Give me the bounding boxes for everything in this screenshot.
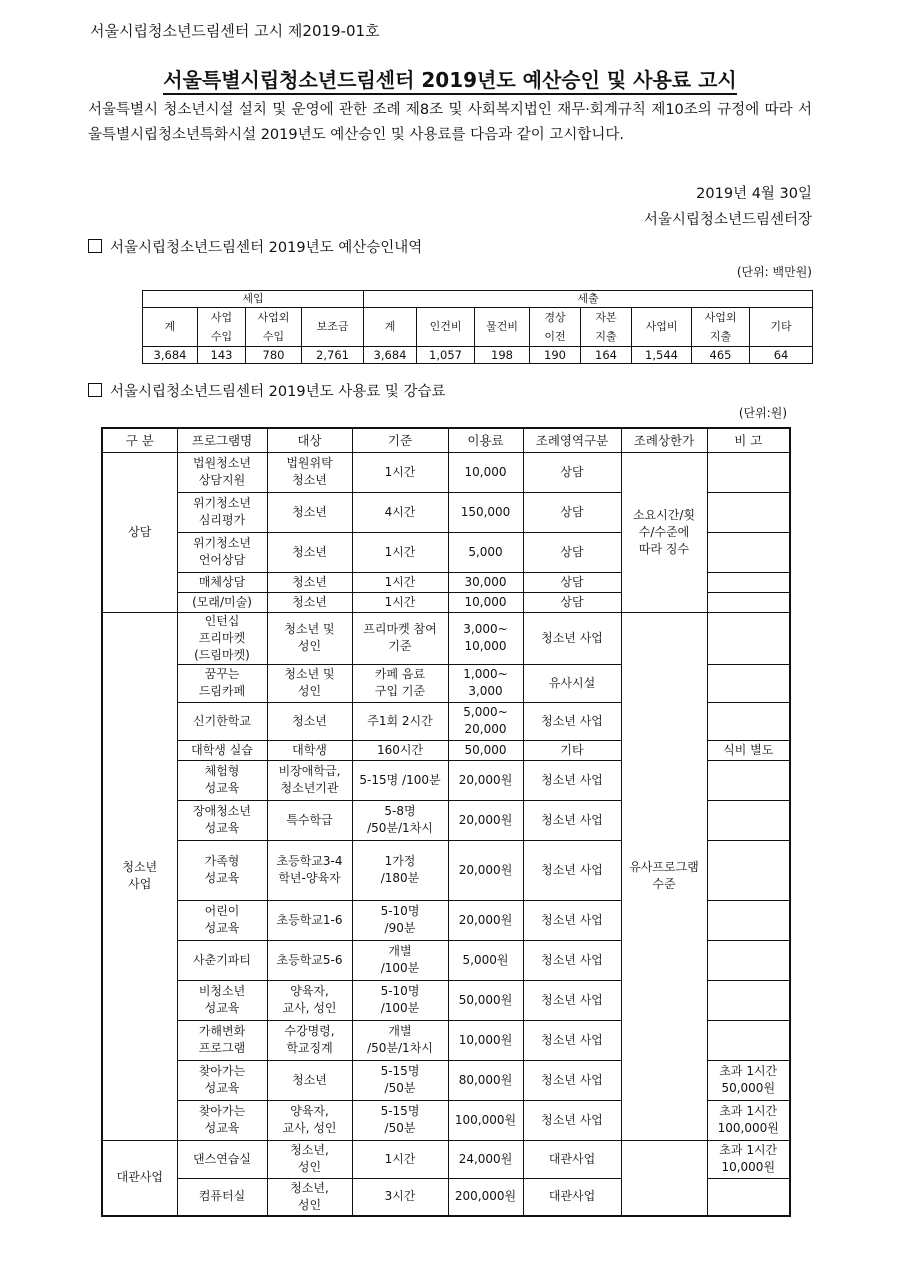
signer: 서울시립청소년드림센터장 xyxy=(643,212,812,228)
fee-column-header: 프로그램명 xyxy=(177,428,267,452)
note-cell xyxy=(707,532,790,572)
fee-cell: 20,000원 xyxy=(448,900,523,940)
note-cell xyxy=(707,702,790,740)
target-cell: 수강명령, 학교징계 xyxy=(267,1020,352,1060)
category-youth: 청소년 사업 xyxy=(102,612,177,1140)
note-cell xyxy=(707,980,790,1020)
area-cell: 청소년 사업 xyxy=(523,760,621,800)
budget-value-cell: 3,684 xyxy=(143,347,198,364)
fee-table xyxy=(101,427,791,1217)
area-cell: 대관사업 xyxy=(523,1178,621,1216)
note-cell: 초과 1시간 100,000원 xyxy=(707,1100,790,1140)
expense-header: 세출 xyxy=(364,291,813,308)
target-cell: 청소년, 성인 xyxy=(267,1178,352,1216)
program-cell: (모래/미술) xyxy=(177,592,267,612)
area-cell: 청소년 사업 xyxy=(523,612,621,664)
budget-column-header: 계 xyxy=(143,308,198,347)
program-cell: 댄스연습실 xyxy=(177,1140,267,1178)
area-cell: 청소년 사업 xyxy=(523,1060,621,1100)
basis-cell: 개별 /50분/1차시 xyxy=(352,1020,448,1060)
budget-unit: (단위: 백만원) xyxy=(736,265,812,279)
fee-column-header: 이용료 xyxy=(448,428,523,452)
fee-column-header: 조례상한가 xyxy=(621,428,707,452)
basis-cell: 1시간 xyxy=(352,452,448,492)
target-cell: 청소년, 성인 xyxy=(267,1140,352,1178)
checkbox-square-icon xyxy=(88,383,102,397)
budget-column-header: 물건비 xyxy=(475,308,530,347)
budget-value-cell: 1,057 xyxy=(417,347,475,364)
target-cell: 청소년 xyxy=(267,492,352,532)
program-cell: 장애청소년 성교육 xyxy=(177,800,267,840)
program-cell: 인턴십 프리마켓 (드림마켓) xyxy=(177,612,267,664)
basis-cell: 주1회 2시간 xyxy=(352,702,448,740)
budget-value-cell: 3,684 xyxy=(364,347,417,364)
budget-value-cell: 198 xyxy=(475,347,530,364)
page-title: 서울특별시립청소년드림센터 2019년도 예산승인 및 사용료 고시 xyxy=(163,68,736,95)
fee-cell: 20,000원 xyxy=(448,800,523,840)
category-rental: 대관사업 xyxy=(102,1140,177,1216)
budget-column-header: 사업 수입 xyxy=(198,308,246,347)
target-cell: 초등학교5-6 xyxy=(267,940,352,980)
program-cell: 대학생 실습 xyxy=(177,740,267,760)
area-cell: 상담 xyxy=(523,452,621,492)
note-cell xyxy=(707,492,790,532)
target-cell: 양육자, 교사, 성인 xyxy=(267,1100,352,1140)
program-cell: 찾아가는 성교육 xyxy=(177,1060,267,1100)
table-row xyxy=(102,452,790,492)
note-cell: 초과 1시간 50,000원 xyxy=(707,1060,790,1100)
budget-value-cell: 64 xyxy=(750,347,813,364)
basis-cell: 카페 음료 구입 기준 xyxy=(352,664,448,702)
basis-cell: 개별 /100분 xyxy=(352,940,448,980)
note-cell xyxy=(707,900,790,940)
basis-cell: 3시간 xyxy=(352,1178,448,1216)
fee-cell: 24,000원 xyxy=(448,1140,523,1178)
target-cell: 청소년 xyxy=(267,702,352,740)
target-cell: 청소년 및 성인 xyxy=(267,664,352,702)
basis-cell: 4시간 xyxy=(352,492,448,532)
budget-table xyxy=(142,290,813,364)
target-cell: 초등학교3-4 학년-양육자 xyxy=(267,840,352,900)
fee-unit: (단위:원) xyxy=(738,406,787,420)
page-title-wrap xyxy=(0,64,900,93)
note-cell xyxy=(707,1178,790,1216)
area-cell: 상담 xyxy=(523,592,621,612)
program-cell: 사춘기파티 xyxy=(177,940,267,980)
basis-cell: 1가정 /180분 xyxy=(352,840,448,900)
area-cell: 청소년 사업 xyxy=(523,1100,621,1140)
fee-cell: 50,000원 xyxy=(448,980,523,1020)
target-cell: 청소년 xyxy=(267,532,352,572)
table-row xyxy=(102,612,790,664)
fee-cell: 200,000원 xyxy=(448,1178,523,1216)
area-cell: 청소년 사업 xyxy=(523,900,621,940)
area-cell: 청소년 사업 xyxy=(523,940,621,980)
fee-column-header: 비 고 xyxy=(707,428,790,452)
basis-cell: 5-8명 /50분/1차시 xyxy=(352,800,448,840)
budget-value-cell: 2,761 xyxy=(302,347,364,364)
basis-cell: 프리마켓 참여 기준 xyxy=(352,612,448,664)
note-cell xyxy=(707,840,790,900)
target-cell: 비장애학급, 청소년기관 xyxy=(267,760,352,800)
area-cell: 유사시설 xyxy=(523,664,621,702)
fee-column-header: 기준 xyxy=(352,428,448,452)
area-cell: 기타 xyxy=(523,740,621,760)
area-cell: 상담 xyxy=(523,492,621,532)
fee-cell: 30,000 xyxy=(448,572,523,592)
program-cell: 꿈꾸는 드림카페 xyxy=(177,664,267,702)
program-cell: 법원청소년 상담지원 xyxy=(177,452,267,492)
basis-cell: 160시간 xyxy=(352,740,448,760)
limit-counsel: 소요시간/횟 수/수준에 따라 징수 xyxy=(621,452,707,612)
area-cell: 청소년 사업 xyxy=(523,840,621,900)
program-cell: 가족형 성교육 xyxy=(177,840,267,900)
target-cell: 청소년 및 성인 xyxy=(267,612,352,664)
fee-cell: 10,000 xyxy=(448,452,523,492)
area-cell: 상담 xyxy=(523,532,621,572)
program-cell: 가해변화 프로그램 xyxy=(177,1020,267,1060)
note-cell: 초과 1시간 10,000원 xyxy=(707,1140,790,1178)
budget-column-header: 자본 지출 xyxy=(581,308,632,347)
program-cell: 신기한학교 xyxy=(177,702,267,740)
fee-column-header: 구 분 xyxy=(102,428,177,452)
note-cell xyxy=(707,800,790,840)
program-cell: 어린이 성교육 xyxy=(177,900,267,940)
basis-cell: 1시간 xyxy=(352,592,448,612)
target-cell: 초등학교1-6 xyxy=(267,900,352,940)
program-cell: 위기청소년 심리평가 xyxy=(177,492,267,532)
intro-paragraph: 서울특별시 청소년시설 설치 및 운영에 관한 조례 제8조 및 사회복지법인 재무·회계규칙 제10조의 규정에 따라 서울특별시립청소년특화시설 2019년도 예산승인 및 사용료를 다음과 같이 고시합니다. xyxy=(88,102,812,143)
budget-value-cell: 780 xyxy=(246,347,302,364)
target-cell: 대학생 xyxy=(267,740,352,760)
program-cell: 위기청소년 언어상담 xyxy=(177,532,267,572)
area-cell: 청소년 사업 xyxy=(523,800,621,840)
fee-cell: 50,000 xyxy=(448,740,523,760)
area-cell: 상담 xyxy=(523,572,621,592)
area-cell: 청소년 사업 xyxy=(523,980,621,1020)
program-cell: 비청소년 성교육 xyxy=(177,980,267,1020)
fee-cell: 10,000 xyxy=(448,592,523,612)
program-cell: 찾아가는 성교육 xyxy=(177,1100,267,1140)
budget-column-header: 계 xyxy=(364,308,417,347)
revenue-header: 세입 xyxy=(143,291,364,308)
basis-cell: 5-10명 /90분 xyxy=(352,900,448,940)
fee-column-header: 대상 xyxy=(267,428,352,452)
basis-cell: 5-10명 /100분 xyxy=(352,980,448,1020)
limit-youth: 유사프로그램 수준 xyxy=(621,612,707,1140)
fee-cell: 20,000원 xyxy=(448,840,523,900)
budget-column-header: 보조금 xyxy=(302,308,364,347)
limit-rental xyxy=(621,1140,707,1216)
program-cell: 컴퓨터실 xyxy=(177,1178,267,1216)
target-cell: 양육자, 교사, 성인 xyxy=(267,980,352,1020)
note-cell xyxy=(707,760,790,800)
notice-number: 서울시립청소년드림센터 고시 제2019-01호 xyxy=(90,22,380,40)
note-cell xyxy=(707,612,790,664)
note-cell: 식비 별도 xyxy=(707,740,790,760)
budget-column-header: 사업외 지출 xyxy=(692,308,750,347)
note-cell xyxy=(707,572,790,592)
fee-cell: 1,000~ 3,000 xyxy=(448,664,523,702)
category-counsel: 상담 xyxy=(102,452,177,612)
budget-column-header: 기타 xyxy=(750,308,813,347)
notice-date: 2019년 4월 30일 xyxy=(696,186,812,202)
note-cell xyxy=(707,452,790,492)
fee-section-heading: 서울시립청소년드림센터 2019년도 사용료 및 강습료 xyxy=(88,380,445,401)
basis-cell: 1시간 xyxy=(352,572,448,592)
table-row xyxy=(102,1140,790,1178)
fee-column-header: 조례영역구분 xyxy=(523,428,621,452)
basis-cell: 5-15명 /50분 xyxy=(352,1100,448,1140)
budget-value-cell: 1,544 xyxy=(632,347,692,364)
note-cell xyxy=(707,592,790,612)
target-cell: 청소년 xyxy=(267,572,352,592)
fee-cell: 5,000원 xyxy=(448,940,523,980)
budget-value-cell: 190 xyxy=(530,347,581,364)
note-cell xyxy=(707,1020,790,1060)
target-cell: 법원위탁 청소년 xyxy=(267,452,352,492)
target-cell: 청소년 xyxy=(267,1060,352,1100)
program-cell: 매체상담 xyxy=(177,572,267,592)
fee-cell: 5,000~ 20,000 xyxy=(448,702,523,740)
budget-column-header: 인건비 xyxy=(417,308,475,347)
fee-cell: 5,000 xyxy=(448,532,523,572)
area-cell: 대관사업 xyxy=(523,1140,621,1178)
target-cell: 특수학급 xyxy=(267,800,352,840)
budget-section-heading: 서울시립청소년드림센터 2019년도 예산승인내역 xyxy=(88,236,422,257)
budget-value-cell: 164 xyxy=(581,347,632,364)
checkbox-square-icon xyxy=(88,239,102,253)
basis-cell: 1시간 xyxy=(352,532,448,572)
note-cell xyxy=(707,940,790,980)
budget-value-cell: 465 xyxy=(692,347,750,364)
program-cell: 체험형 성교육 xyxy=(177,760,267,800)
budget-column-header: 사업비 xyxy=(632,308,692,347)
budget-column-header: 경상 이전 xyxy=(530,308,581,347)
basis-cell: 5-15명 /100분 xyxy=(352,760,448,800)
fee-cell: 3,000~ 10,000 xyxy=(448,612,523,664)
area-cell: 청소년 사업 xyxy=(523,1020,621,1060)
target-cell: 청소년 xyxy=(267,592,352,612)
budget-column-header: 사업외 수입 xyxy=(246,308,302,347)
note-cell xyxy=(707,664,790,702)
fee-cell: 150,000 xyxy=(448,492,523,532)
fee-cell: 80,000원 xyxy=(448,1060,523,1100)
basis-cell: 1시간 xyxy=(352,1140,448,1178)
fee-cell: 20,000원 xyxy=(448,760,523,800)
area-cell: 청소년 사업 xyxy=(523,702,621,740)
fee-cell: 100,000원 xyxy=(448,1100,523,1140)
fee-cell: 10,000원 xyxy=(448,1020,523,1060)
basis-cell: 5-15명 /50분 xyxy=(352,1060,448,1100)
budget-value-cell: 143 xyxy=(198,347,246,364)
